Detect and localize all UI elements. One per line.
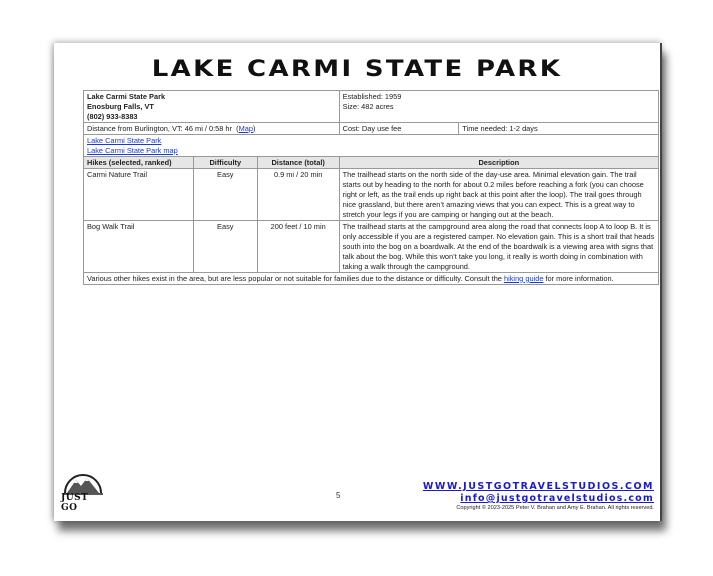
hike-name: Bog Walk Trail xyxy=(84,221,194,273)
distance-text: Distance from Burlington, VT: 46 mi / 0:58 hr xyxy=(87,123,233,133)
park-facts-cell xyxy=(339,91,658,123)
header-hikes: Hikes (selected, ranked) xyxy=(84,157,194,169)
paren-close: ) xyxy=(252,123,256,133)
page-number: 5 xyxy=(336,491,341,500)
just-go-logo xyxy=(59,471,107,511)
footnote-cell xyxy=(84,273,659,285)
email-link[interactable]: info@justgotravelstudios.com xyxy=(460,493,654,504)
copyright-text: Copyright © 2023-2025 Peter V. Brahan and Amy E. Brahan. All rights reserved. xyxy=(456,505,654,511)
hike-name: Carmi Nature Trail xyxy=(84,169,194,221)
park-phone: (802) 933-8383 xyxy=(87,111,138,121)
hike-description: The trailhead starts at the campground area along the road that connects loop A to loop B. It is only accessible if you are a registered camper. No elevation gain. This is a short trail that heads south into the bog on a boardwalk. At the end of the boardwalk is a viewing area with signs that talk about the bog. While this won’t take you long, it really is worth doing in combination with taking a walk through the campground. xyxy=(339,221,658,273)
paren-open: ( xyxy=(236,123,239,133)
park-established: Established: 1959 xyxy=(342,91,402,101)
cost-cell: Cost: Day use fee xyxy=(339,123,459,135)
logo-text: JUST GO xyxy=(61,493,89,513)
park-map-link[interactable]: Lake Carmi State Park map xyxy=(87,145,178,155)
map-link[interactable]: Map xyxy=(238,123,253,133)
distance-cell xyxy=(84,123,340,135)
mountain-logo-icon xyxy=(59,471,107,495)
page-title: LAKE CARMI STATE PARK xyxy=(151,57,563,82)
website-link[interactable]: WWW.JUSTGOTRAVELSTUDIOS.COM xyxy=(422,481,654,492)
park-name: Lake Carmi State Park xyxy=(87,91,166,101)
footnote-text-end: for more information. xyxy=(543,273,614,283)
links-cell xyxy=(84,135,659,157)
hike-description: The trailhead starts on the north side of the day-use area. Minimal elevation gain. The trail starts out by heading to the north for about 0.2 miles before reaching a fork (you can choose right or left, as the trail ends up right back at this point after the loop). The trail goes through nice grassland, but there aren’t amazing views that you can expect. This is a great way to stretch your legs if you are camping or hanging out at the beach. xyxy=(339,169,658,221)
footer-contact xyxy=(423,481,654,511)
table-row xyxy=(84,221,659,273)
header-distance: Distance (total) xyxy=(257,157,339,169)
park-location: Enosburg Falls, VT xyxy=(87,101,154,111)
hiking-guide-link[interactable]: hiking guide xyxy=(503,273,544,283)
hike-distance: 200 feet / 10 min xyxy=(257,221,339,273)
header-difficulty: Difficulty xyxy=(193,157,257,169)
park-info-table xyxy=(83,90,659,285)
park-size: Size: 482 acres xyxy=(342,101,394,111)
hike-difficulty: Easy xyxy=(193,169,257,221)
park-website-link[interactable]: Lake Carmi State Park xyxy=(87,135,162,145)
hike-difficulty: Easy xyxy=(193,221,257,273)
document-page xyxy=(54,43,662,521)
hike-distance: 0.9 mi / 20 min xyxy=(257,169,339,221)
time-needed-cell: Time needed: 1-2 days xyxy=(459,123,659,135)
table-row xyxy=(84,169,659,221)
hikes-header-row xyxy=(84,157,659,169)
header-description: Description xyxy=(339,157,658,169)
park-contact-cell xyxy=(84,91,340,123)
footnote-text: Various other hikes exist in the area, but are less popular or not suitable for families due to the distance or difficulty. Consult the xyxy=(87,273,504,283)
